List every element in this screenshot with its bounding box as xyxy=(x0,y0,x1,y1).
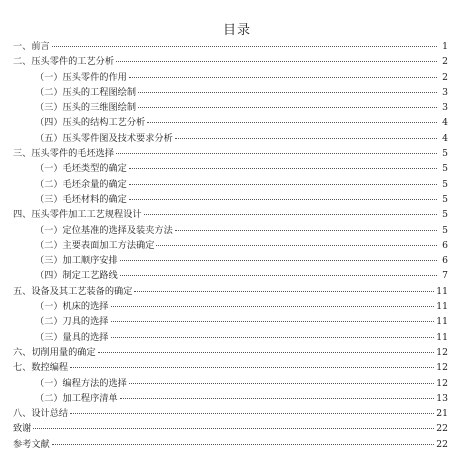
dot-leader xyxy=(129,168,437,169)
toc-page-number: 22 xyxy=(436,438,448,450)
toc-entry-title: （四）压头的结构工艺分析 xyxy=(35,117,146,129)
toc-page-number: 3 xyxy=(442,102,448,114)
dot-leader xyxy=(116,153,437,154)
toc-entry-title: 五、设备及其工艺装备的确定 xyxy=(13,285,133,297)
toc-page-number: 5 xyxy=(442,148,448,160)
dot-leader xyxy=(129,199,437,200)
toc-entry-title: 致谢 xyxy=(13,423,32,435)
table-of-contents xyxy=(13,39,448,452)
dot-leader xyxy=(120,398,435,399)
toc-entry-title: （四）制定工艺路线 xyxy=(35,270,118,282)
dot-leader xyxy=(120,275,437,276)
toc-entry-title: （一）机床的选择 xyxy=(35,301,109,313)
dot-leader xyxy=(116,61,437,62)
toc-entry-title: 一、前言 xyxy=(13,41,50,52)
toc-entry[interactable] xyxy=(13,345,448,360)
toc-subentry[interactable] xyxy=(13,223,448,238)
toc-page-number: 4 xyxy=(442,117,448,129)
toc-subentry[interactable] xyxy=(13,330,448,345)
toc-entry-title: （三）压头的三维图绘制 xyxy=(35,102,137,114)
dot-leader xyxy=(111,321,435,322)
toc-page-number: 5 xyxy=(442,163,448,175)
toc-page-number: 12 xyxy=(436,377,448,389)
toc-entry[interactable] xyxy=(13,437,448,452)
toc-page-number: 21 xyxy=(436,408,448,420)
dot-leader xyxy=(156,245,437,246)
toc-subentry[interactable] xyxy=(13,131,448,146)
toc-entry-title: （一）毛坯类型的确定 xyxy=(35,163,127,175)
dot-leader xyxy=(129,184,437,185)
toc-page-number: 22 xyxy=(436,423,448,435)
toc-subentry[interactable] xyxy=(13,238,448,253)
dot-leader xyxy=(134,291,434,292)
toc-subentry[interactable] xyxy=(13,177,448,192)
toc-subentry[interactable] xyxy=(13,299,448,314)
toc-entry-title: 二、压头零件的工艺分析 xyxy=(13,56,115,68)
toc-entry-title: （五）压头零件图及技术要求分析 xyxy=(35,132,173,144)
toc-entry-title: （一）定位基准的选择及装夹方法 xyxy=(35,224,173,236)
toc-subentry[interactable] xyxy=(13,100,448,115)
toc-entry[interactable] xyxy=(13,39,448,54)
dot-leader xyxy=(144,214,437,215)
toc-subentry[interactable] xyxy=(13,314,448,329)
toc-entry-title: （三）毛坯材料的确定 xyxy=(35,193,127,205)
toc-title: 目录 xyxy=(222,23,251,38)
toc-page-number: 11 xyxy=(436,285,448,297)
toc-entry-title: （三）量具的选择 xyxy=(35,331,109,343)
toc-page-number: 5 xyxy=(442,224,448,236)
toc-entry-title: （一）编程方法的选择 xyxy=(35,377,127,389)
toc-subentry[interactable] xyxy=(13,192,448,207)
toc-page-number: 2 xyxy=(442,56,448,68)
toc-entry-title: 三、压头零件的毛坯选择 xyxy=(13,148,115,160)
toc-page-number: 3 xyxy=(442,86,448,98)
toc-subentry[interactable] xyxy=(13,115,448,130)
toc-subentry[interactable] xyxy=(13,70,448,85)
toc-entry[interactable] xyxy=(13,54,448,69)
dot-leader xyxy=(52,444,435,445)
toc-page-number: 12 xyxy=(436,346,448,358)
toc-entry-title: 八、设计总结 xyxy=(13,408,69,420)
toc-entry-title: （三）加工顺序安排 xyxy=(35,255,118,267)
toc-entry-title: （二）刀具的选择 xyxy=(35,316,109,328)
dot-leader xyxy=(70,413,434,414)
toc-page-number: 11 xyxy=(436,301,448,313)
dot-leader xyxy=(138,92,437,93)
toc-entry-title: 参考文献 xyxy=(13,438,50,450)
toc-subentry[interactable] xyxy=(13,161,448,176)
dot-leader xyxy=(129,383,434,384)
dot-leader xyxy=(175,138,437,139)
toc-entry-title: （二）压头的工程图绘制 xyxy=(35,86,137,98)
dot-leader xyxy=(111,306,435,307)
dot-leader xyxy=(52,46,437,47)
toc-entry[interactable] xyxy=(13,207,448,222)
toc-page-number: 2 xyxy=(442,71,448,83)
toc-entry-title: （一）压头零件的作用 xyxy=(35,71,127,83)
toc-page-number: 6 xyxy=(442,239,448,251)
toc-entry[interactable] xyxy=(13,406,448,421)
toc-page-number: 5 xyxy=(442,178,448,190)
toc-subentry[interactable] xyxy=(13,268,448,283)
dot-leader xyxy=(111,337,435,338)
toc-subentry[interactable] xyxy=(13,85,448,100)
toc-page-number: 13 xyxy=(436,392,448,404)
toc-page-number: 7 xyxy=(442,270,448,282)
toc-entry[interactable] xyxy=(13,284,448,299)
toc-entry-title: （二）加工程序清单 xyxy=(35,392,118,404)
toc-entry-title: 六、切削用量的确定 xyxy=(13,346,96,358)
dot-leader xyxy=(129,77,437,78)
toc-page-number: 12 xyxy=(436,362,448,374)
toc-page-number: 11 xyxy=(436,331,448,343)
dot-leader xyxy=(98,352,435,353)
toc-entry-title: （二）毛坯余量的确定 xyxy=(35,178,127,190)
toc-page-number: 6 xyxy=(442,255,448,267)
toc-page-number: 11 xyxy=(436,316,448,328)
toc-entry-title: 七、数控编程 xyxy=(13,362,69,374)
toc-page-number: 5 xyxy=(442,209,448,221)
dot-leader xyxy=(147,122,437,123)
toc-entry[interactable] xyxy=(13,146,448,161)
toc-page-number: 5 xyxy=(442,193,448,205)
toc-entry-title: 四、压头零件加工工艺规程设计 xyxy=(13,209,142,221)
toc-entry[interactable] xyxy=(13,360,448,375)
toc-entry[interactable] xyxy=(13,421,448,436)
toc-entry-title: （二）主要表面加工方法确定 xyxy=(35,239,155,251)
toc-subentry[interactable] xyxy=(13,253,448,268)
dot-leader xyxy=(33,428,434,429)
toc-page-number: 1 xyxy=(442,41,448,52)
toc-subentry[interactable] xyxy=(13,376,448,391)
dot-leader xyxy=(138,107,437,108)
toc-page-number: 4 xyxy=(442,132,448,144)
dot-leader xyxy=(175,230,437,231)
dot-leader xyxy=(70,367,434,368)
dot-leader xyxy=(120,260,437,261)
toc-subentry[interactable] xyxy=(13,391,448,406)
